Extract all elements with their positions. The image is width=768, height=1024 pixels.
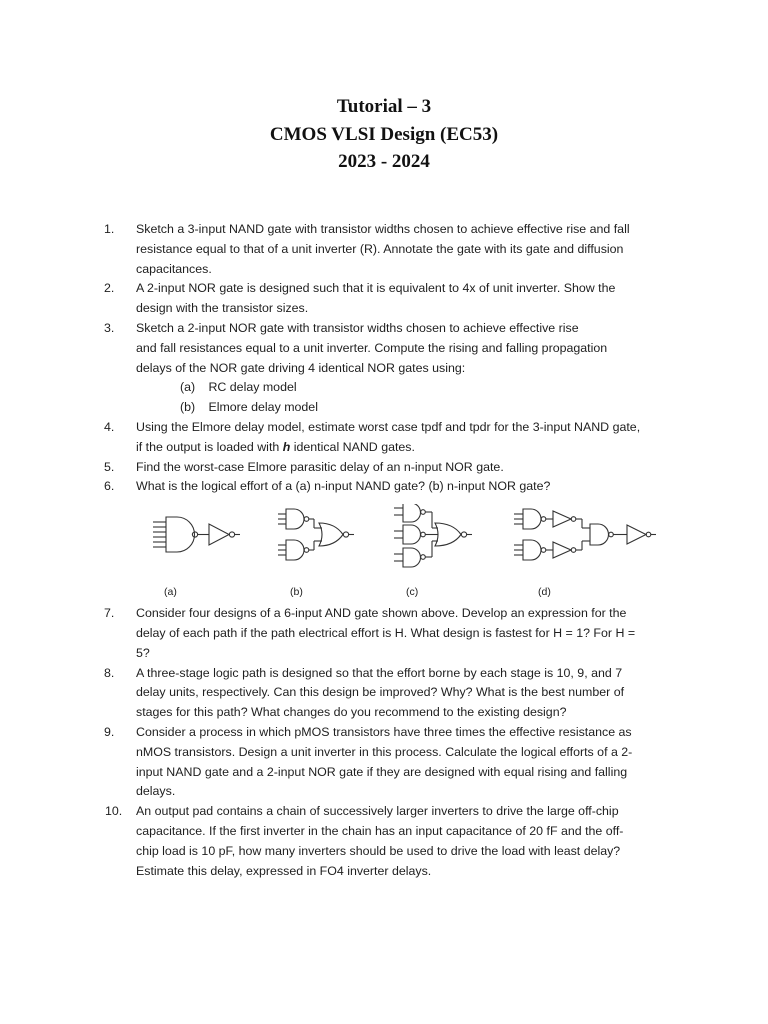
and-gate-designs-figure [150,504,720,604]
question-line: Find the worst-case Elmore parasitic delay of an n-input NOR gate. [136,459,504,474]
sub-item-text: RC delay model [208,380,297,395]
question-number: 6. [104,479,115,494]
gate-diagram [150,504,720,604]
question-line: input NAND gate and a 2-input NOR gate if they are designed with equal rising and falling [136,764,628,779]
question-number: 3. [104,320,115,335]
question-line: Consider a process in which pMOS transistors have three times the effective resistance as [136,724,632,739]
question-line: delay units, respectively. Can this design be improved? Why? What is the best number of [136,685,625,700]
design-a-circuit [153,517,240,552]
question-line: and fall resistances equal to a unit inverter. Compute the rising and falling propagation [136,340,608,355]
document-header [0,93,768,176]
question-line: A three-stage logic path is designed so that the effort borne by each stage is 10, 9, and 7 [136,665,623,680]
figure-label-b: (b) [290,586,303,599]
figure-label-d: (d) [538,586,551,599]
question-line: delays. [136,784,176,799]
question-list [0,220,768,881]
figure-label-c: (c) [406,586,419,599]
design-c-circuit [394,504,472,567]
design-b-circuit [278,509,354,560]
question-number: 1. [104,222,115,236]
question-8 [104,664,676,723]
question-3 [104,319,676,418]
figure-label-a: (a) [164,586,177,599]
question-line: stages for this path? What changes do you recommend to the existing design? [136,705,567,720]
question-text: identical NAND gates. [290,439,415,454]
question-line: resistance equal to that of a unit inverter (R). Annotate the gate with its gate and diffusion [136,241,624,256]
question-number: 2. [104,281,115,296]
sub-item-b [136,398,676,418]
question-line: An output pad contains a chain of successively larger inverters to drive the large off-chip [136,804,619,819]
question-line: delays of the NOR gate driving 4 identical NOR gates using: [136,360,466,375]
question-10 [105,802,676,881]
question-9 [104,723,676,802]
question-line: chip load is 10 pF, how many inverters should be used to drive the load with least delay? [136,843,621,858]
question-number: 5. [104,459,115,474]
question-number: 10. [105,804,123,819]
question-line: delay of each path if the path electrical effort is H. What design is fastest for H = 1? For H = [136,625,636,640]
question-line: capacitance. If the first inverter in the chain has an input capacitance of 20 fF and the off- [136,823,624,838]
question-6 [104,477,676,497]
question-line: design with the transistor sizes. [136,301,309,316]
question-number: 9. [104,724,115,739]
question-line: capacitances. [136,261,212,276]
question-line: What is the logical effort of a (a) n-input NAND gate? (b) n-input NOR gate? [136,479,551,494]
question-line: Using the Elmore delay model, estimate worst case tpdf and tpdr for the 3-input NAND gate, [136,419,641,434]
sub-item-text: Elmore delay model [208,400,318,415]
question-5 [104,458,676,478]
question-number: 4. [104,419,115,434]
question-line: A 2-input NOR gate is designed such that it is equivalent to 4x of unit inverter. Show the [136,281,616,296]
question-line: Sketch a 3-input NAND gate with transistor widths chosen to achieve effective rise and fall [136,222,630,236]
course-title: CMOS VLSI Design (EC53) [269,123,499,145]
question-4 [104,418,676,458]
question-number: 7. [104,606,115,621]
question-line [136,438,676,458]
sub-item-label: (a) [180,380,196,395]
academic-year: 2023 - 2024 [338,151,430,172]
question-line: Estimate this delay, expressed in FO4 inverter delays. [136,863,432,878]
question-line: 5? [136,645,150,660]
question-1 [104,220,676,279]
question-7 [104,604,676,663]
question-text: if the output is loaded with [136,439,283,454]
question-number: 8. [104,665,115,680]
sub-item-a [136,378,676,398]
tutorial-title: Tutorial – 3 [336,96,432,117]
question-2 [104,279,676,319]
design-d-circuit [514,509,656,560]
sub-item-label: (b) [180,400,196,415]
question-line: Sketch a 2-input NOR gate with transistor widths chosen to achieve effective rise [136,320,579,335]
question-line: Consider four designs of a 6-input AND gate shown above. Develop an expression for the [136,606,627,621]
question-line: nMOS transistors. Design a unit inverter in this process. Calculate the logical efforts of a 2- [136,744,633,759]
variable-h: h [282,439,291,454]
